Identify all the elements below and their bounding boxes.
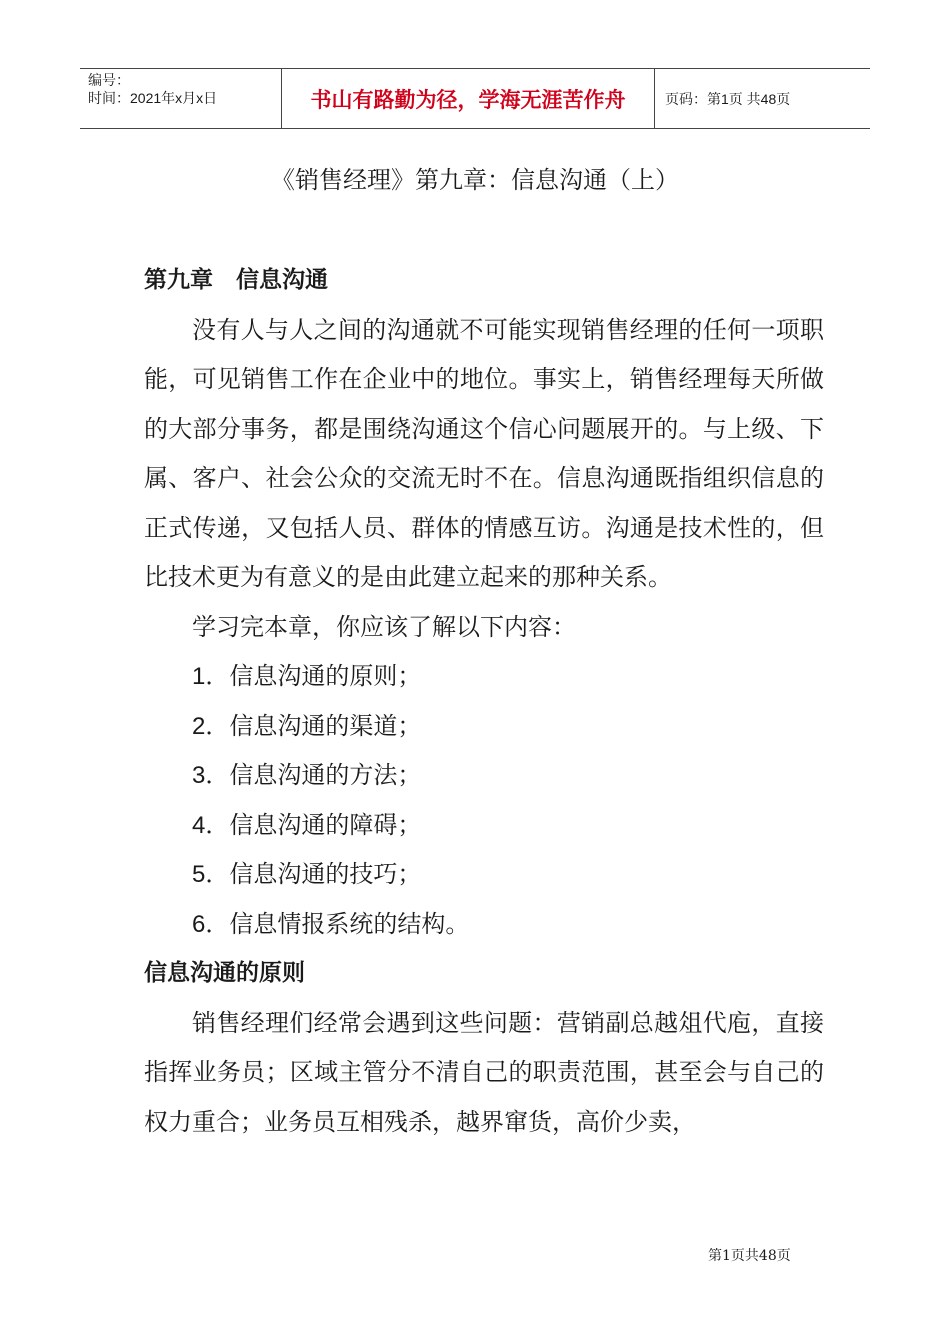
list-item [144, 900, 824, 950]
list-item-text: 信息沟通的障碍； [229, 810, 422, 839]
list-item-number: 5． [192, 861, 230, 888]
header-number: 编号： [88, 72, 130, 88]
list-item-text: 信息沟通的渠道； [229, 711, 422, 740]
list-item-number: 2． [192, 712, 230, 740]
page-header [80, 68, 870, 129]
intro-paragraph: 没有人与人之间的沟通就不可能实现销售经理的任何一项职能，可见销售工作在企业中的地位。事实上，销售经理每天所做的大部分事务，都是围绕沟通这个信心问题展开的。与上级、下属、客户、社会公众的交流无时不在。信息沟通既指组织信息的正式传递，又包括人员、群体的情感互访。沟通是技术性的，但比技术更为有意义的是由此建立起来的那种关系。 [144, 315, 824, 591]
document-title: 《销售经理》第九章：信息沟通（上） [271, 166, 679, 194]
list-item [144, 702, 824, 752]
objectives-intro: 学习完本章，你应该了解以下内容： [192, 612, 576, 641]
chapter-heading: 第九章 信息沟通 [144, 267, 328, 293]
list-item [144, 850, 824, 900]
page-footer: 第1页共48页 [708, 1248, 791, 1264]
list-item-text: 信息沟通的技巧； [229, 860, 422, 888]
principles-heading: 信息沟通的原则 [144, 960, 305, 986]
list-item-number: 1． [192, 663, 230, 690]
header-meta [80, 69, 282, 128]
header-motto: 书山有路勤为径，学海无涯苦作舟 [282, 69, 655, 128]
list-item [144, 751, 824, 801]
list-item-text: 信息沟通的方法； [229, 761, 422, 789]
list-item [144, 652, 824, 702]
list-item-number: 3． [192, 762, 230, 789]
list-item-text: 信息沟通的原则； [229, 662, 422, 690]
list-item [144, 801, 824, 851]
list-item-text: 信息情报系统的结构。 [229, 909, 470, 938]
header-page-number: 页码：第1页 共48页 [665, 90, 791, 107]
list-item-number: 6． [192, 910, 230, 938]
header-time: 时间：2021年x月x日 [88, 90, 218, 106]
document-body [144, 256, 824, 1147]
principles-paragraph: 销售经理们经常会遇到这些问题：营销副总越俎代庖，直接指挥业务员；区域主管分不清自己的职责范围，甚至会与自己的权力重合；业务员互相残杀，越界窜货，高价少卖， [144, 1008, 824, 1136]
list-item-number: 4． [192, 811, 230, 839]
